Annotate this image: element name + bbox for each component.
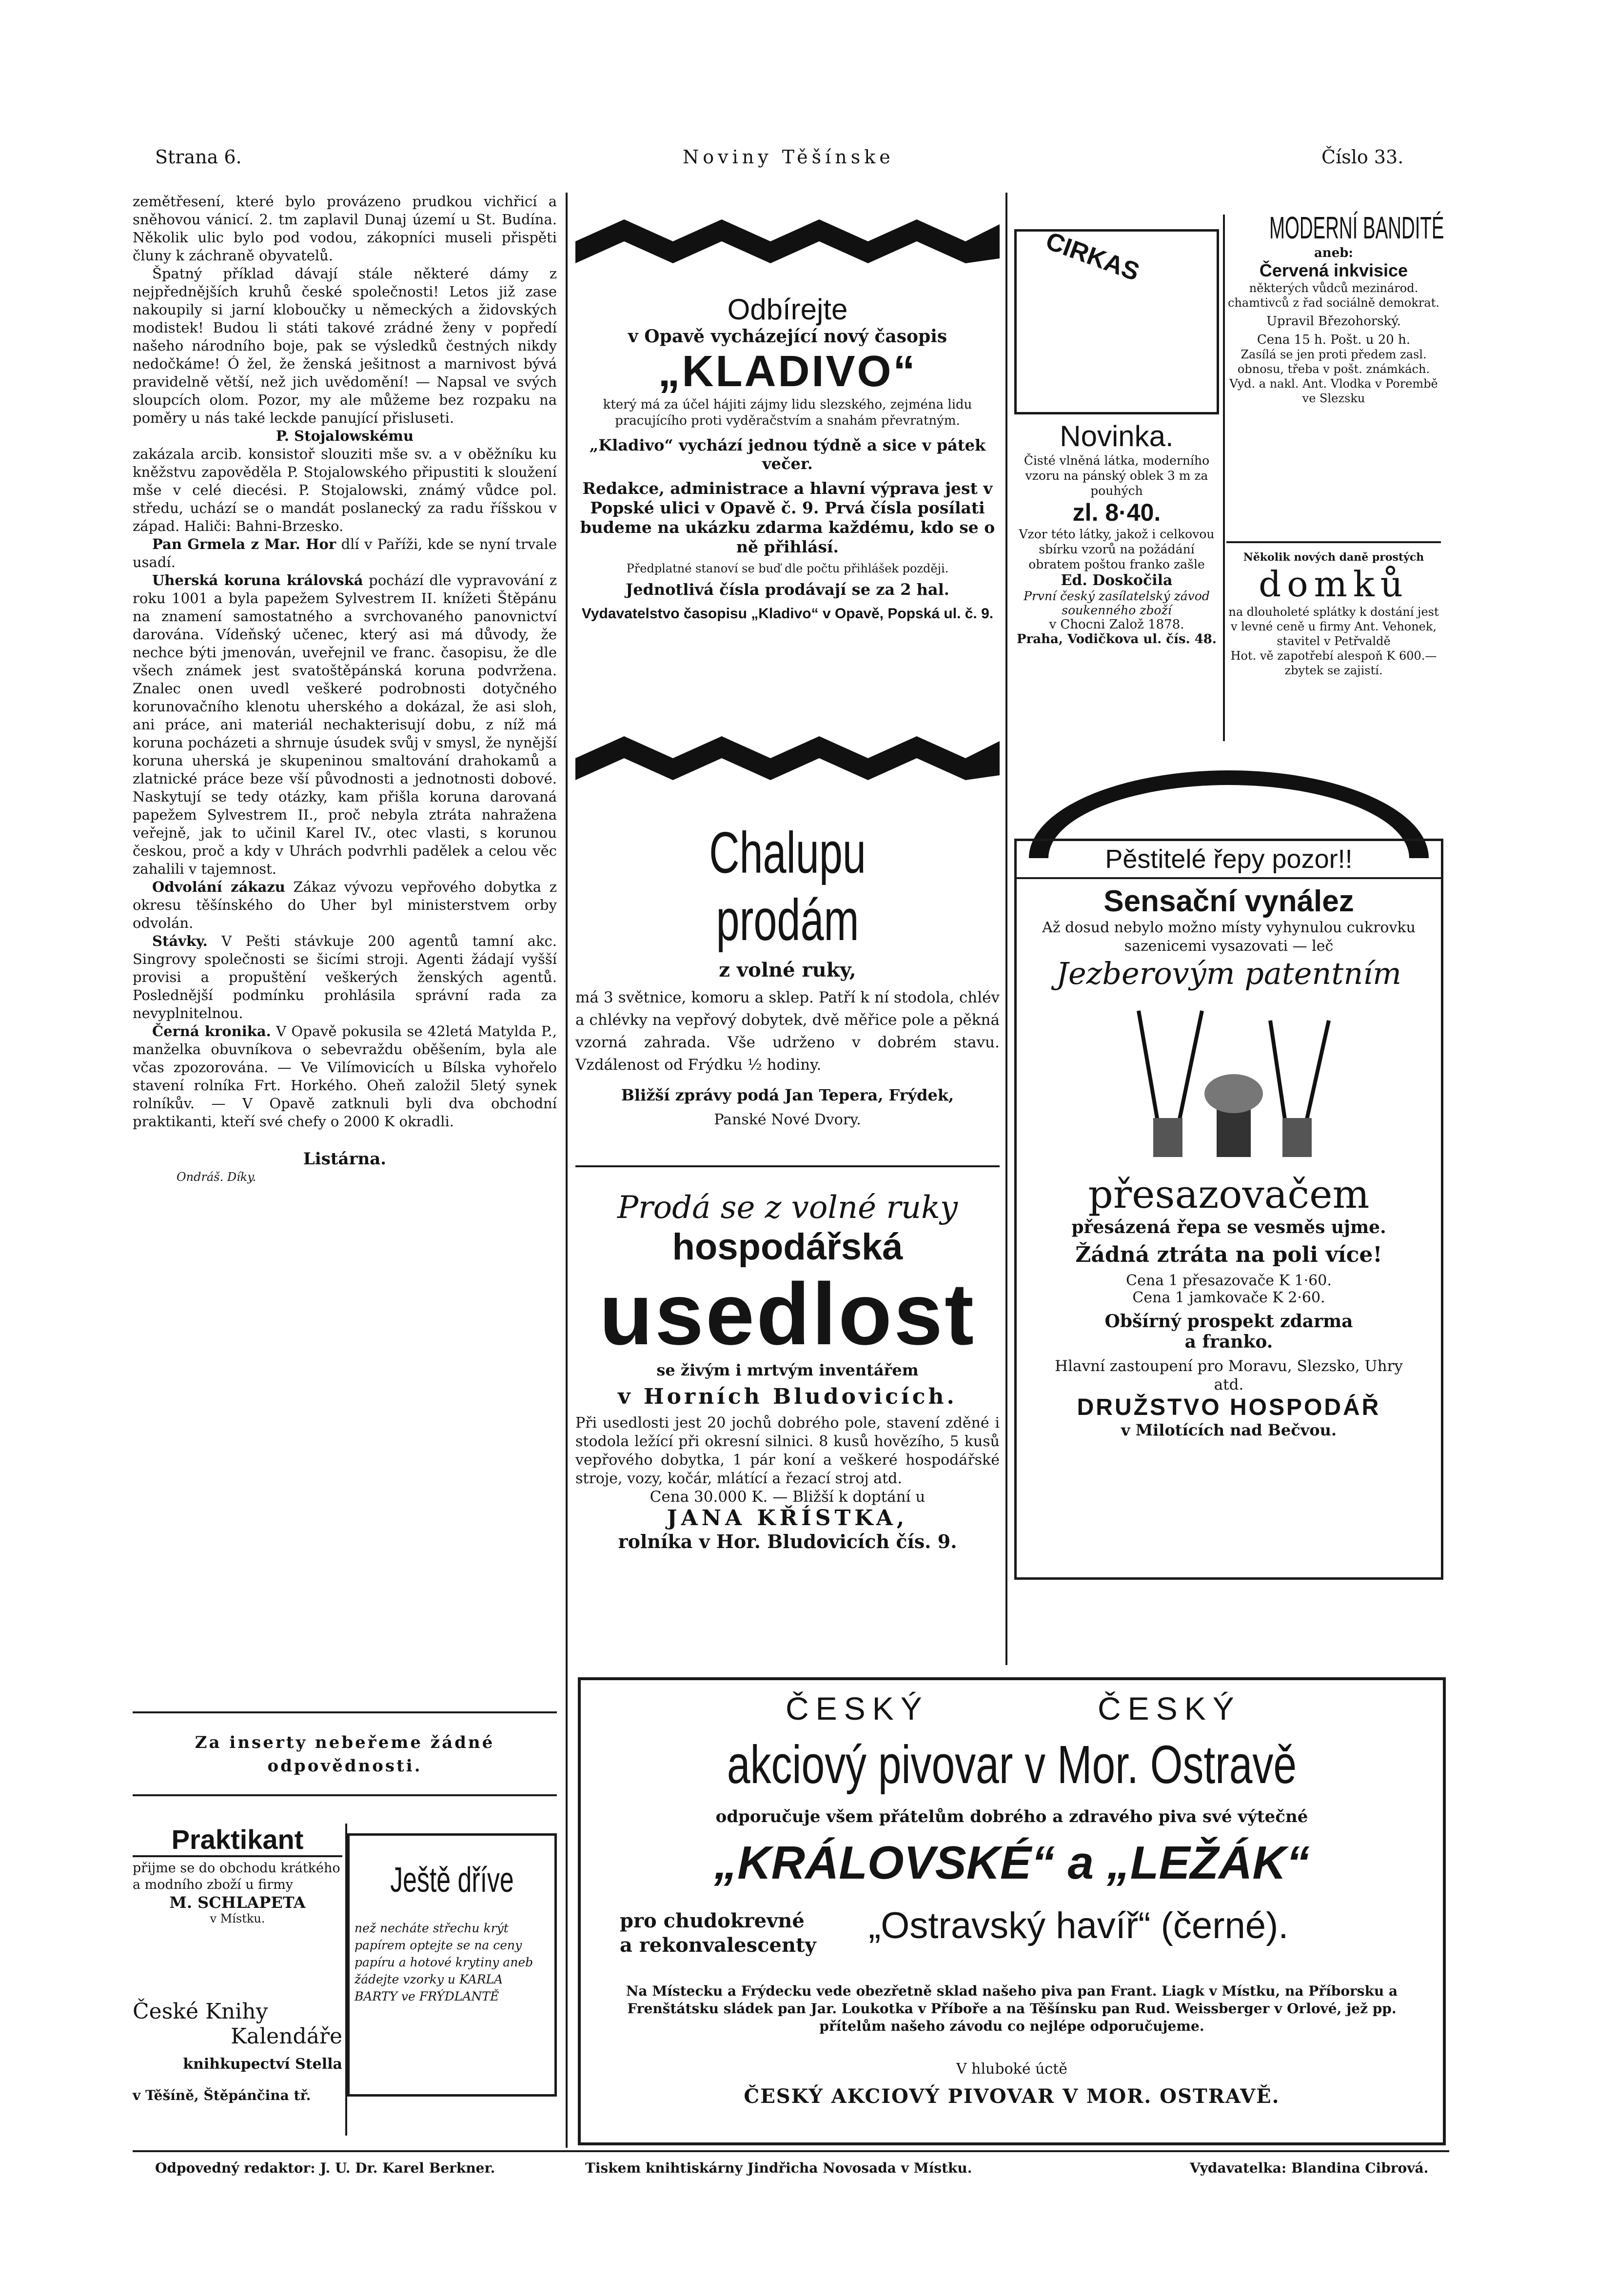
pivovar-title: akciový pivovar v Mor. Ostravě [727,1735,1297,1795]
ad-kladivo [575,293,1000,622]
pivovar-havir: „Ostravský havíř“ (černé). [868,1905,1289,1946]
usedlost-line2: hospodářská [672,1226,903,1268]
page-number: Strana 6. [155,146,242,168]
pivovar-sub: odporučuje všem přátelům dobrého a zdravého piva své výtečné [715,1807,1308,1826]
kladivo-cena: Jednotlivá čísla prodávají se za 2 hal. [626,580,949,599]
repa-cena1: Cena 1 přesazovače K 1·60. [1126,1272,1332,1289]
news-title: Pan Grmela z Mar. Hor [152,536,336,552]
kalendare-line1: České Knihy [133,1999,268,2024]
repa-script: Jezberovým patentním [1056,956,1401,991]
kladivo-predplatne: Předplatné stanoví se buď dle počtu přihlášek později. [626,562,949,575]
issue-number: Číslo 33. [1321,146,1404,168]
ornament-band [575,731,1000,785]
repa-prospekt: Obšírný prospekt zdarma a franko. [1104,1311,1353,1352]
repa-title: Pěstitelé řepy pozor!! [1017,841,1441,879]
transplanter-illustration [1017,991,1441,1172]
repa-place: v Milotících nad Bečvou. [1121,1421,1337,1439]
chalupa-place: Panské Nové Dvory. [714,1111,861,1128]
paragraph: zemětřesení, které bylo provázeno prudkou vichřicí a sněhovou vánicí. 2. tm zaplavil Dunaj území u St. Budína. Několik ulic bylo pod vodou, zákopníci museli přispěti čluny k záchraně obyvatelů. [133,193,557,264]
paragraph: Špatný příklad dávají stále některé dámy z nejpřednějších kruhů české společnosti! Letos již zase nakoupily si jarní kloboučky u německých a židovských modistek! Budou li státi takové zrádné ženy v popředí našeho národního boje, pak se výsledků čestných nikdy nedočkáme! Ó žel, že ženská ješitnost a marnivost bývá pravidelně větší, než jich uvědomění! — Napsal ve svých sloupcích olom. Pozor, my ale můžeme bez rozpaku na poměry u nás také leckde panující přisluseti. [133,265,557,426]
pivovar-ucta: V hluboké úctě [956,2061,1068,2078]
ad-pivovar [578,1677,1446,2145]
repa-cena2: Cena 1 jamkovače K 2·60. [1132,1289,1325,1306]
usedlost-line3: se živým i mrtvým inventářem [656,1361,919,1379]
kladivo-sub: v Opavě vycházející nový časopis [628,326,947,347]
kladivo-name: „KLADIVO“ [658,347,917,396]
pivovar-beer: „KRÁLOVSKÉ“ a „LEŽÁK“ [714,1837,1310,1889]
repa-text2: přesázená řepa se vesměs ujme. [1071,1217,1386,1237]
listarna-text: Ondráš. Díky. [177,1170,256,1184]
inserty-notice: Za inserty nebeřeme žádné odpovědnosti. [195,1733,495,1776]
pivovar-sign: ČESKÝ AKCIOVÝ PIVOVAR V MOR. OSTRAVĚ. [744,2085,1280,2108]
ad-chalupa [575,819,1000,1128]
praktikant-place: v Místku. [210,1912,265,1925]
cirkas-addr: Praha, Vodičkova ul. čís. 48. [1017,632,1217,647]
kladivo-freq: „Kladivo“ vychází jednou týdně a sice v pátek večer. [589,436,986,473]
repa-sensace: Sensační vynález [1103,884,1354,918]
repa-big: přesazovačem [1088,1172,1370,1217]
banditi-sub: Červená inkvisice [1259,260,1408,280]
banditi-zasila: Zasílá se jen proti předem zasl. obnosu, třeba v pošt. známkách. [1237,348,1430,376]
listarna-title: Listárna. [303,1149,387,1169]
banditi-vyd: Vyd. a nakl. Ant. Vlodka v Porembě ve Slezsku [1229,377,1438,405]
kalendare-line3: knihkupectví Stella [183,2056,342,2073]
kladivo-redakce: Redakce, administrace a hlavní výprava jest v Popské ulici v Opavě č. 9. Prvá čísla posílati budeme na ukázku zdarma každému, kdo se o ně přihlásí. [580,479,995,556]
ad-cirkas [1014,419,1219,647]
usedlost-addr: rolníka v Hor. Bludovicích čís. 9. [618,1531,957,1552]
paragraph: dlí v Paříži, kde se nyní trvale usadí. [133,536,557,570]
chalupa-contact: Bližší zprávy podá Jan Tepera, Frýdek, [621,1086,954,1104]
repa-ztrata: Žádná ztráta na poli více! [1075,1242,1382,1267]
ad-praktikant [133,1824,342,1925]
domku-pre: Několik nových daně prostých [1243,551,1424,564]
news-title: Odvolání zákazu [152,879,285,895]
repa-firm: DRUŽSTVO HOSPODÁŘ [1077,1394,1381,1420]
ad-kalendare [133,1999,342,2103]
paragraph: V Pešti stávkuje 200 agentů tamní akc. Singrovy společnosti se šicími stroji. Agenti žádají vyšší provisi a propuštění veškerých ženských agentů. Poslednější podmínku prohlásila správní rada za nevyplnitelnou. [133,933,557,1021]
kladivo-title: Odbírejte [727,293,848,326]
domku-title: domků [1259,564,1409,605]
paragraph: zakázala arcib. konsistoř slouziti mše sv. a v oběžníku ku kněžstvu zapověděla P. Stojalowského připustiti k sloužení mše v celé diecési. P. Stojalowski, známý vůdce pol. středu, uchází se o mandát poslanecký za radu říšskou v západ. Haliči: Bahni-Brzesko. [133,446,557,534]
ad-usedlost [575,1190,1000,1552]
jeste-text: než necháte střechu krýt papírem optejte se na ceny papíru a hotové krytiny aneb žádejte vzorky u KARLA BARTY ve FRÝDLANTĚ [355,1921,533,2003]
usedlost-line1: Prodá se z volné ruky [617,1190,958,1226]
chalupa-sub: z volné ruky, [719,959,856,981]
cirkas-title: Novinka. [1060,420,1174,452]
paragraph: Zákaz vývozu vepřového dobytka z okresu těšínského do Uher byl ministerstvem orby odvolán. [133,879,557,931]
column-1 [133,193,557,1186]
cirkas-text1: Čisté vlněná látka, moderního vzoru na pánský oblek 3 m za pouhých [1024,453,1210,498]
cirkas-text2: Vzor této látky, jakož i celkovou sbírku vzorů na požádání obratem poštou franko zašle [1019,527,1215,571]
news-title: Stávky. [152,933,208,949]
banditi-text: některých vůdců mezinárod. chamtivců z řad sociálně demokrat. [1228,281,1439,310]
ad-domku [1226,551,1441,678]
pivovar-text: Na Místecku a Frýdecku vede obezřetně sklad našeho piva pan Frant. Liagk v Místku, na Příborsku a Frenštátsku sládek pan Jar. Loukotka v Příboře a na Těšínsku pan Rud. Weissberger v Orlové, jež pp. přítelům našeho závodu co nejlépe odporučujeme. [626,1983,1398,2034]
kladivo-desc: který má za účel hájiti zájmy lidu slezského, zejména lidu pracujícího proti vyděračstvím a snahám převratným. [603,397,972,428]
banditi-author: Upravil Březohorský. [1266,314,1401,329]
kalendare-line4: v Těšíně, Štěpánčina tř. [133,2087,311,2103]
usedlost-cena: Cena 30.000 K. — Bližší k doptání u [650,1488,926,1506]
jeste-title: Ještě dříve [390,1861,514,1900]
cirkas-logo: CIRKAS [1042,226,1143,287]
domku-text: na dlouholeté splátky k dostání jest v levné ceně u firmy Ant. Vehonek, stavitel v Petřvaldě [1228,605,1439,648]
pivovar-cesky2: ČESKÝ [1098,1690,1241,1727]
news-title: Černá kronika. [152,1023,271,1040]
repa-text1: Až dosud nebylo možno místy vyhynulou cukrovku sazenicemi vysazovati — leč [1042,919,1416,955]
paragraph: V Opavě pokusila se 42letá Matylda P., manželka obuvníkova o sebevraždu oběšením, byla ale včas zpozorována. — Ve Vilímovicích u Bílska vyhořelo stavení rolníka Frt. Horkého. Oheň založil 5letý synek rolníkův. — V Opavě zatknuli byli dva obchodní praktikanti, kteří své chefy o 2000 K okradli. [133,1023,557,1130]
cirkas-firm: Ed. Doskočila [1061,572,1173,589]
usedlost-place: v Horních Bludovicích. [618,1384,957,1409]
cirkas-logo-box [1014,226,1219,414]
praktikant-firm: M. SCHLAPETA [169,1893,306,1912]
chalupa-text: má 3 světnice, komoru a sklep. Patří k ní stodola, chlév a chlévky na vepřový dobytek, dvě měřice pole a pěkná vzorná zahrada. Vše udrženo v dobrém stavu. Vzdálenost od Frýdku ½ hodiny. [575,989,1000,1074]
footer-publisher: Vydavatelka: Blandina Cibrová. [1190,2160,1429,2176]
pivovar-pro1: pro chudokrevné [620,1909,805,1932]
cirkas-text4: První český zasílatelský závod soukenného zboží [1024,589,1210,617]
ad-banditi [1226,210,1444,406]
footer-printer: Tiskem knihtiskárny Jindřicha Novosada v Místku. [585,2160,972,2176]
masthead-title: Noviny Těšínske [683,146,894,168]
usedlost-title: usedlost [599,1265,976,1363]
kalendare-line2: Kalendáře [230,2024,342,2049]
kladivo-vydav: Vydavatelstvo časopisu „Kladivo“ v Opavě, Popská ul. č. 9. [581,606,994,622]
ad-repa [1014,839,1443,1580]
praktikant-title: Praktikant [133,1824,342,1857]
banditi-cena: Cena 15 h. Pošt. u 20 h. [1257,333,1411,347]
usedlost-text: Při usedlosti jest 20 jochů dobrého pole, stavení zděné i stodola ležící při okresní silnici. 8 kusů hovězího, 5 kusů vepřového dobytka, 1 pár koní a veškeré hospodářské stroje, vozy, kočár, mlátící a řezací stroj atd. [575,1414,1000,1487]
pivovar-cesky1: ČESKÝ [786,1690,929,1727]
cirkas-price: zl. 8·40. [1072,499,1161,526]
cirkas-text3: v Chocni Založ 1878. [1049,617,1184,632]
footer-editor: Odpovedný redaktor: J. U. Dr. Karel Berkner. [155,2160,495,2176]
repa-zastup: Hlavní zastoupení pro Moravu, Slezsko, Uhry atd. [1055,1357,1403,1393]
pivovar-pro2: a rekonvalescenty [620,1934,816,1957]
news-title: Uherská koruna královská [152,572,363,589]
news-title: P. Stojalowskému [276,428,414,444]
paragraph: pochází dle vypravování z roku 1001 a byla papežem Sylvestrem II. knížeti Štěpánu na znamení samostatného a svrchovaného panovnictví darována. Vídeňský učenec, který asi má důvody, že nechce býti jmenován, uveřejnil ve franc. časopisu, že dle všech známek jest svatoštěpánská koruna podvržena. Znalec onen uvedl veškeré podrobnosti dotyčného korunovačního klenotu uherského a dokázal, že asi sloh, ani práce, ani materiál nechakterisují dobu, z níž má koruna pocházeti a shrnuje úsudek svůj v smysl, že nynější koruna uherská je skupeninou smaltování drahokamů a zlatnické práce beze vší původnosti a jednotnosti dobové. Naskytují se tedy otázky, kam přišla koruna darovaná papežem Sylvestrem II., proč nebyla ztráta nahražena veřejně, jak to učinil Karel IV., otec vlasti, s korunou českou, proč a kdy v Uhrách podvrhli padělek a celou věc zahalili v tajemnost. [133,572,557,877]
domku-text2: Hot. vě zapotřebí alespoň K 600.— zbytek se zajistí. [1230,649,1437,677]
praktikant-text: přijme se do obchodu krátkého a modního zboží u firmy [133,1861,340,1892]
ornament-band [575,215,1000,268]
banditi-title: MODERNÍ BANDITÉ [1269,210,1444,245]
chalupa-title: Chalupu prodám [709,820,866,953]
banditi-aneb: aneb: [1314,246,1354,260]
usedlost-name: JANA KŘÍSTKA, [667,1506,908,1531]
ad-jeste-drive [347,1833,557,2097]
